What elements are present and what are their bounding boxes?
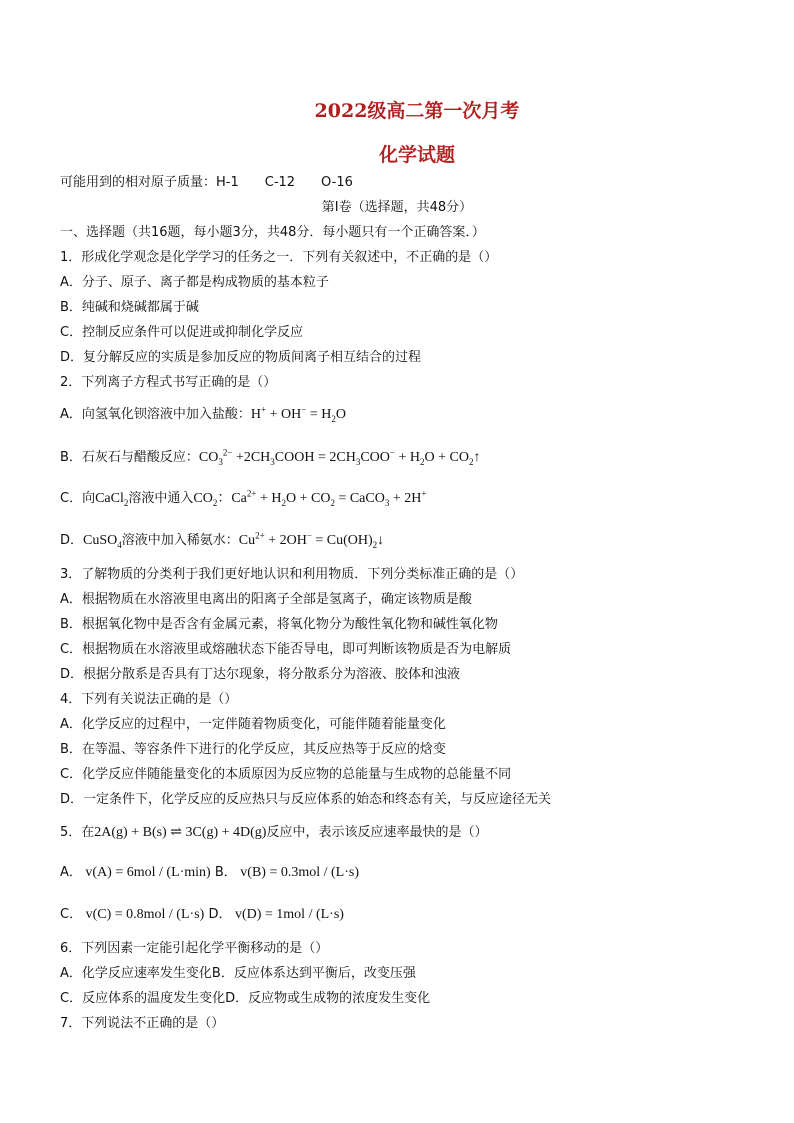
- q7-stem: 7．下列说法不正确的是（）: [60, 1016, 225, 1031]
- q5-reaction-equation: 2A(g) + B(s) ⇌ 3C(g) + 4D(g): [94, 825, 267, 840]
- q2-option-d-text-pre: D．: [60, 533, 84, 548]
- q4-stem: 4．下列有关说法正确的是（）: [60, 692, 238, 707]
- q6-option-c: C．反应体系的温度发生变化: [60, 991, 226, 1006]
- q2-option-a-text: A．向氢氧化钡溶液中加入盐酸：: [60, 407, 251, 422]
- q2-option-d-equation: $Cu^{2+} + 2OH^-$ = $Cu(OH)_2↓$: [238, 530, 385, 550]
- q2-option-c-text-pre: C．向: [60, 491, 96, 506]
- q3-option-b: B．根据氧化物中是否含有金属元素，将氧化物分为酸性氧化物和碱性氧化物: [60, 617, 498, 632]
- q1-option-a: A．分子、原子、离子都是构成物质的基本粒子: [60, 275, 329, 290]
- q2-option-a-equation: $H^+ + OH^- = H_2O$: [250, 404, 346, 424]
- q5-stem-pre: 5．在: [60, 825, 95, 840]
- q2-stem: 2．下列离子方程式书写正确的是（）: [60, 375, 277, 390]
- q6-stem: 6．下列因素一定能引起化学平衡移动的是（）: [60, 941, 329, 956]
- q2-option-b: [60, 449, 480, 467]
- q6-option-d: D．反应物或生成物的浓度发生变化: [225, 991, 431, 1006]
- q5-option-c-value: v(C) = 0.8mol / (L·s): [82, 907, 205, 922]
- q2-option-c-text-mid: 溶液中通入: [128, 491, 194, 506]
- q1-option-b: B．纯碱和烧碱都属于碱: [60, 300, 199, 315]
- q5-option-b-label: B．: [214, 865, 237, 880]
- q4-option-d: D．一定条件下，化学反应的反应热只与反应体系的始态和终态有关，与反应途径无关: [60, 792, 552, 807]
- q2-option-c: [60, 490, 426, 508]
- q1-option-d: D．复分解反应的实质是参加反应的物质间离子相互结合的过程: [60, 350, 422, 365]
- q6-option-a: A．化学反应速率发生变化: [60, 966, 212, 981]
- q5-option-a-label: A．: [60, 865, 82, 880]
- q1-stem: 1．形成化学观念是化学学习的任务之一．下列有关叙述中，不正确的是（）: [60, 250, 498, 265]
- q5-stem: [60, 824, 487, 842]
- q1-option-c: C．控制反应条件可以促进或抑制化学反应: [60, 325, 304, 340]
- q3-option-a: A．根据物质在水溶液里电离出的阳离子全部是氢离子，确定该物质是酸: [60, 592, 472, 607]
- q3-option-c: C．根据物质在水溶液里或熔融状态下能否导电，即可判断该物质是否为电解质: [60, 642, 512, 657]
- q2-option-b-equation: $CO_3^{2-}$ $+2CH_3COOH = 2CH_3COO^- + H_2O$ + $CO_2↑$: [198, 447, 481, 467]
- q2-option-c-equation: $CO_2$：$Ca^{2+} + H_2O + CO_2$ = CaCO$_3$ + 2H+: [193, 488, 427, 508]
- q3-option-d: D．根据分散系是否具有丁达尔现象，将分散系分为溶液、胶体和浊液: [60, 667, 461, 682]
- q4-option-c: C．化学反应伴随能量变化的本质原因为反应物的总能量与生成物的总能量不同: [60, 767, 512, 782]
- q5-option-c-label: C．: [60, 907, 83, 922]
- q5-option-b-value: v(B) = 0.3mol / (L·s): [236, 865, 360, 880]
- q2-option-c-cacl2: CaCl$_2$: [95, 491, 129, 508]
- volume-title: 第Ⅰ卷（选择题，共48分）: [321, 200, 473, 215]
- q2-option-a: [60, 406, 346, 424]
- q2-option-b-text: B．石灰石与醋酸反应：: [60, 450, 199, 465]
- q3-stem: 3．了解物质的分类利于我们更好地认识和利用物质．下列分类标准正确的是（）: [60, 567, 524, 582]
- q5-option-d-label: D．: [208, 907, 232, 922]
- q4-option-a: A．化学反应的过程中，一定伴随着物质变化，可能伴随着能量变化: [60, 717, 446, 732]
- q5-option-d-value: v(D) = 1mol / (L·s): [231, 907, 344, 922]
- q5-option-a-value: v(A) = 6mol / (L·min): [81, 865, 211, 880]
- q2-option-d-cuso4: CuSO$_4$: [83, 533, 122, 550]
- q5-options-row-2: [60, 906, 344, 924]
- q2-option-d: [60, 532, 384, 550]
- q6-option-b: B．反应体系达到平衡后，改变压强: [211, 966, 416, 981]
- q2-option-d-text-mid: 溶液中加入稀氨水：: [121, 533, 239, 548]
- section-instruction: 一、选择题（共16题，每小题3分，共48分．每小题只有一个正确答案．）: [60, 225, 485, 240]
- exam-title: 2022级高二第一次月考: [314, 100, 520, 122]
- q5-stem-post: 反应中，表示该反应速率最快的是（）: [266, 825, 488, 840]
- exam-subtitle: 化学试题: [378, 144, 455, 166]
- q5-options-row-1: [60, 864, 359, 882]
- atomic-mass-note: 可能用到的相对原子质量：H-1 C-12 O-16: [60, 175, 353, 190]
- q4-option-b: B．在等温、等容条件下进行的化学反应，其反应热等于反应的焓变: [60, 742, 446, 757]
- q6-options-row-1: [60, 965, 416, 983]
- q6-options-row-2: [60, 990, 430, 1008]
